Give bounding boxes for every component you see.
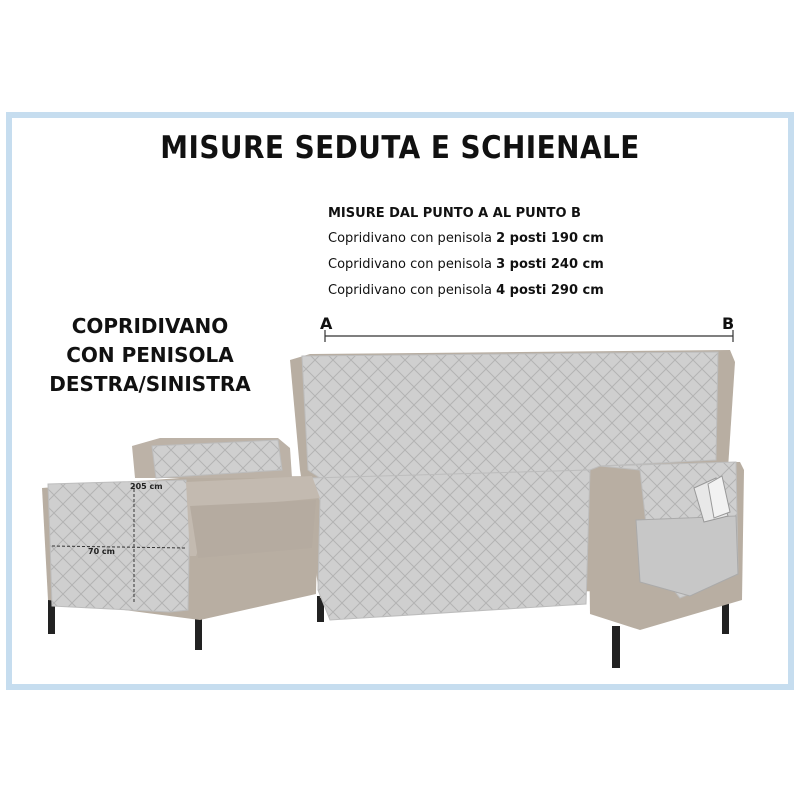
measure-row: Copridivano con penisola 3 posti 240 cm [328,257,604,272]
seat-cover [310,470,590,620]
width-dimension-label: 70 cm [88,547,115,556]
chaise-cushion-front [190,500,316,558]
product-title-line: COPRIDIVANO [71,314,229,338]
sofa-leg [612,626,620,668]
product-title-line: CON PENISOLA [66,343,234,367]
point-b-label: B [722,314,735,333]
product-title-line: DESTRA/SINISTRA [49,372,251,396]
measure-row: Copridivano con penisola 4 posti 290 cm [328,283,604,298]
measures-heading: MISURE DAL PUNTO A AL PUNTO B [328,206,581,221]
backrest-cover [302,352,718,478]
measure-row: Copridivano con penisola 2 posti 190 cm [328,231,604,246]
sofa-leg [195,616,202,650]
length-dimension-label: 205 cm [130,482,163,491]
page-title: MISURE SEDUTA E SCHIENALE [160,130,640,166]
point-a-label: A [320,314,333,333]
